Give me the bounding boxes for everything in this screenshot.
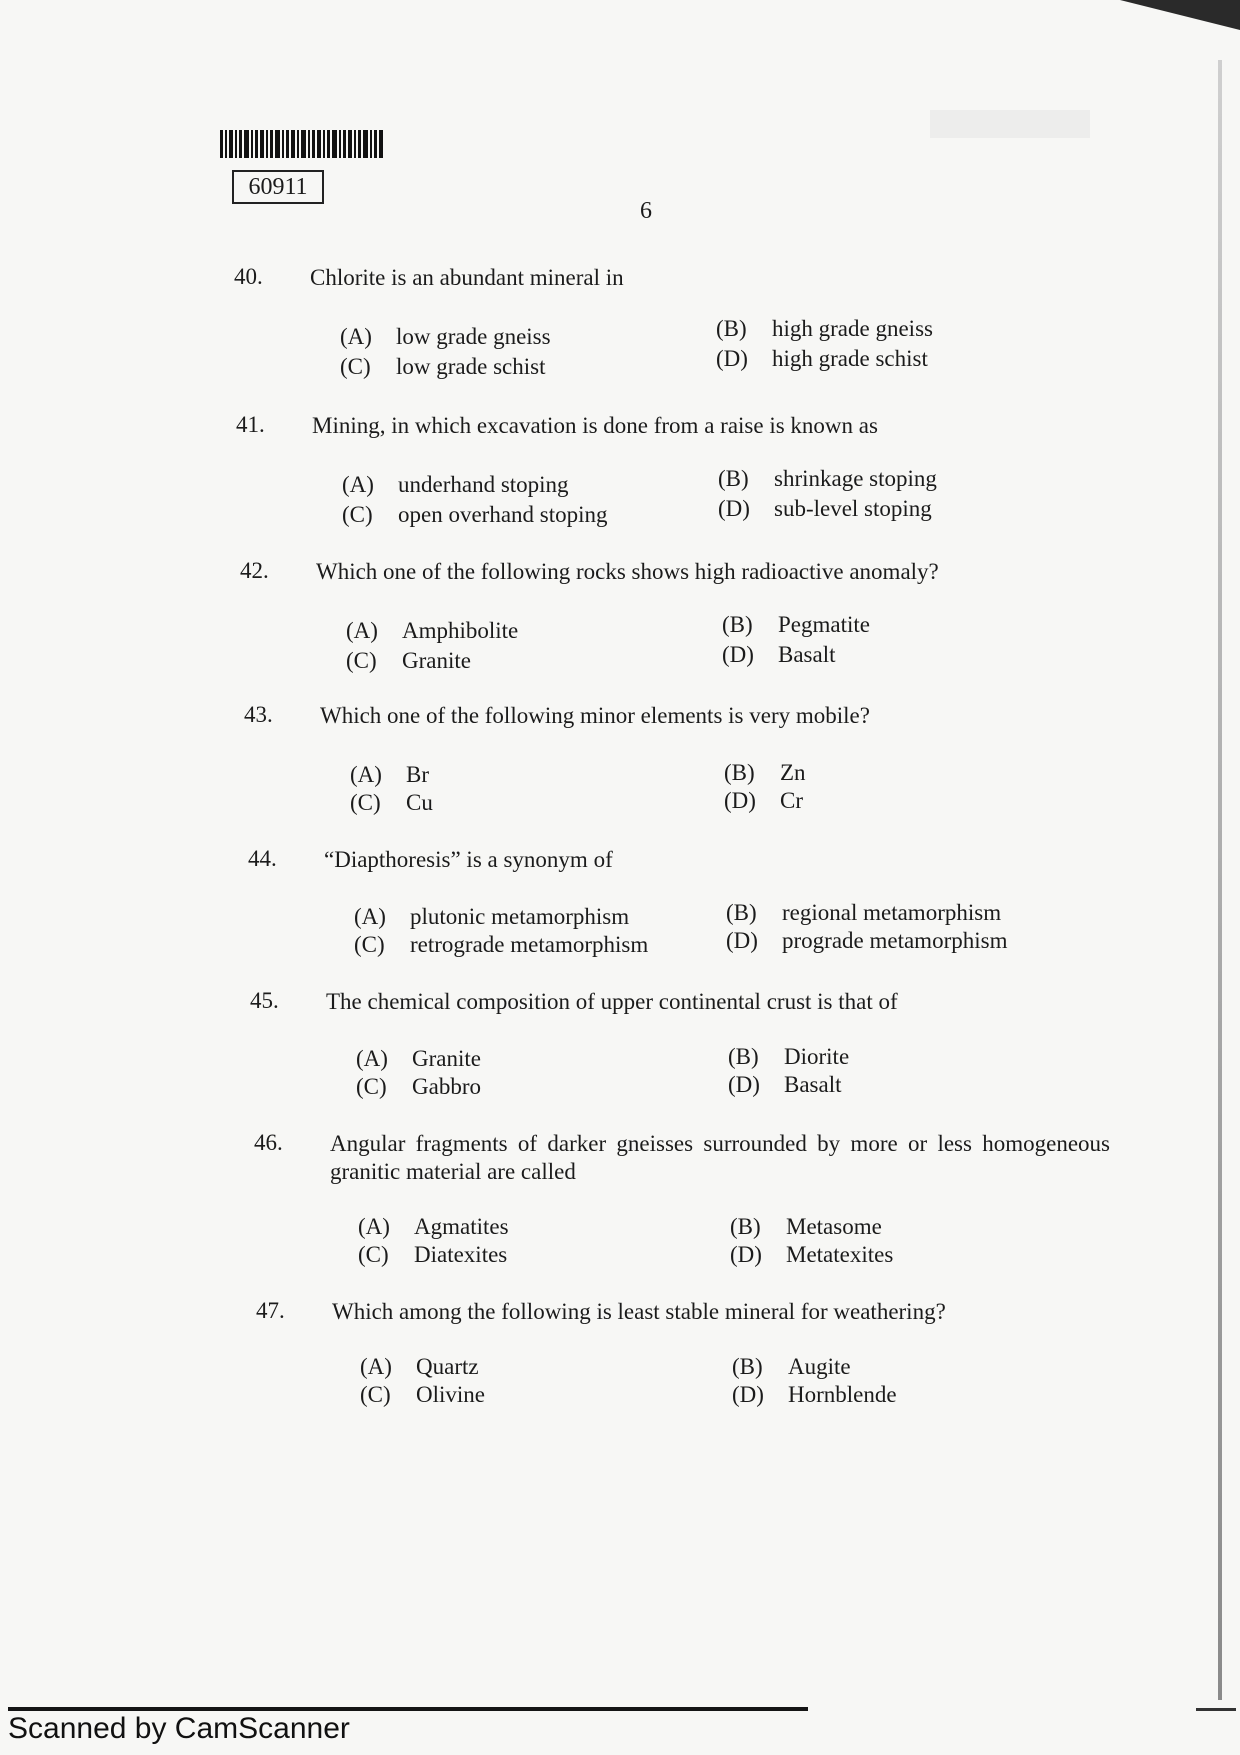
option-c[interactable]: (C) Cu [350,790,433,815]
option-d[interactable]: (D) Metatexites [730,1242,894,1267]
option-a[interactable]: (A) Br [350,762,429,787]
question-number: 44. [248,846,277,871]
option-d[interactable]: (D) sub-level stoping [718,496,932,521]
question-text: Angular fragments of darker gneisses surrounded by more or less homogeneous granitic material are called [330,1131,1110,1184]
option-b[interactable]: (B) regional metamorphism [726,900,1002,925]
option-b[interactable]: (B) Augite [732,1354,851,1379]
question-number: 41. [236,412,265,437]
option-d[interactable]: (D) Basalt [728,1072,842,1097]
option-a[interactable]: (A) underhand stoping [342,472,569,497]
option-a[interactable]: (A) low grade gneiss [340,324,551,349]
option-b[interactable]: (B) Metasome [730,1214,882,1239]
question-number: 43. [244,702,273,727]
option-b[interactable]: (B) Zn [724,760,806,785]
option-d[interactable]: (D) prograde metamorphism [726,928,1008,953]
question-number: 47. [256,1298,285,1323]
option-c[interactable]: (C) Diatexites [358,1242,508,1267]
question-text: Which among the following is least stable mineral for weathering? [332,1299,946,1324]
page-right-edge-shadow [1218,60,1222,1700]
option-a[interactable]: (A) Quartz [360,1354,479,1379]
option-a[interactable]: (A) Agmatites [358,1214,509,1239]
option-c[interactable]: (C) Granite [346,648,471,673]
question-text: Mining, in which excavation is done from a raise is known as [312,413,878,438]
page-number: 6 [640,198,652,224]
option-c[interactable]: (C) retrograde metamorphism [354,932,649,957]
question-text: Which one of the following rocks shows high radioactive anomaly? [316,559,939,584]
option-d[interactable]: (D) high grade schist [716,346,928,371]
question-number: 46. [254,1130,283,1155]
option-b[interactable]: (B) high grade gneiss [716,316,933,341]
option-c[interactable]: (C) low grade schist [340,354,546,379]
question-text: Chlorite is an abundant mineral in [310,265,624,290]
question-text: “Diapthoresis” is a synonym of [324,847,613,872]
option-b[interactable]: (B) Diorite [728,1044,850,1069]
option-a[interactable]: (A) Amphibolite [346,618,519,643]
scan-smudge [930,110,1090,138]
option-c[interactable]: (C) Gabbro [356,1074,481,1099]
question-number: 45. [250,988,279,1013]
scanner-watermark: Scanned by CamScanner [8,1712,350,1745]
barcode-icon [220,130,383,158]
option-d[interactable]: (D) Hornblende [732,1382,897,1407]
question-number: 42. [240,558,269,583]
option-a[interactable]: (A) plutonic metamorphism [354,904,630,929]
page-corner-fold [1120,0,1240,30]
option-c[interactable]: (C) Olivine [360,1382,485,1407]
option-a[interactable]: (A) Granite [356,1046,481,1071]
question-number: 40. [234,264,263,289]
option-b[interactable]: (B) shrinkage stoping [718,466,937,491]
option-b[interactable]: (B) Pegmatite [722,612,870,637]
option-d[interactable]: (D) Basalt [722,642,836,667]
footer-divider-right [1196,1708,1236,1711]
option-c[interactable]: (C) open overhand stoping [342,502,608,527]
option-d[interactable]: (D) Cr [724,788,803,813]
footer-divider [8,1707,808,1711]
question-text: The chemical composition of upper continental crust is that of [326,989,898,1014]
paper-code-box: 60911 [232,170,324,204]
question-text: Which one of the following minor elements is very mobile? [320,703,870,728]
